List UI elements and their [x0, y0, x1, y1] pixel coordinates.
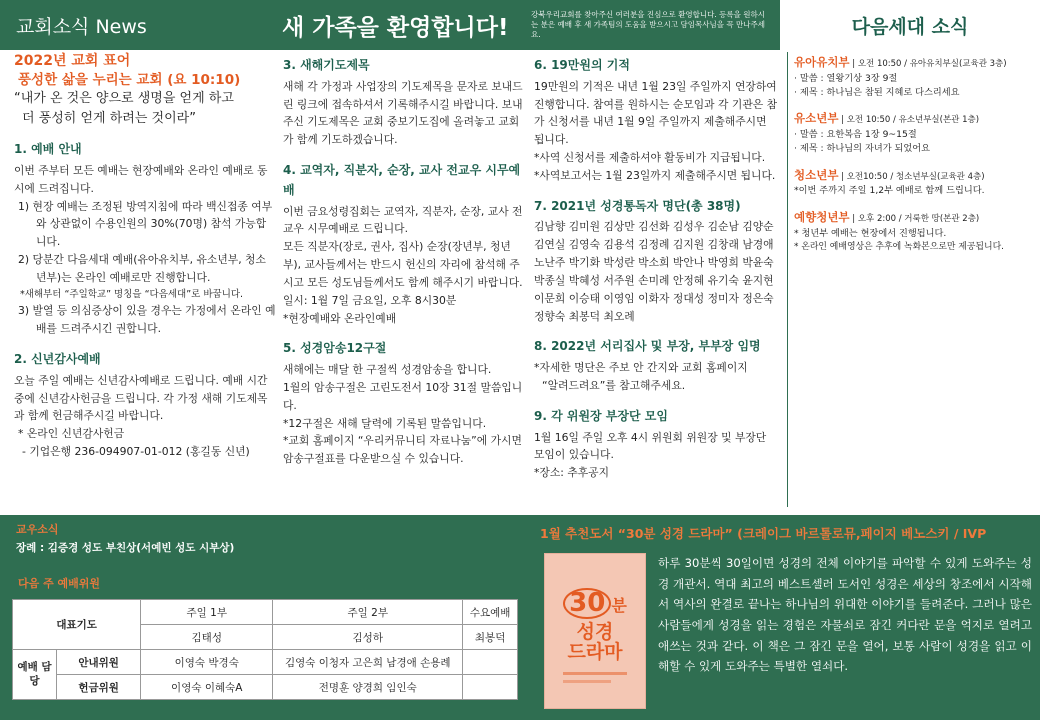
section-1-note: *새해부터 “주일학교” 명칭을 “다음세대”로 바꿉니다. [20, 288, 244, 300]
book-cover-line-1: 성경 [576, 621, 614, 644]
young-adult-header [794, 209, 1038, 227]
section-2-title: 2. 신년감사예배 [14, 351, 101, 366]
rep-prayer-label: 대표기도 [13, 600, 141, 650]
book-cover-rule [563, 672, 627, 675]
offering-service-2: 전명훈 양경희 임인숙 [273, 675, 463, 700]
section-1-intro: 이번 주부터 모든 예배는 현장예배와 온라인 예배로 동시에 드려집니다. [14, 163, 268, 195]
section-4-text-1: 이번 금요성령집회는 교역자, 직분자, 순장, 교사 전교우 시무예배로 드립니다. [283, 204, 523, 236]
rep-wednesday: 최봉덕 [463, 625, 518, 650]
section-1-item-2: 2) 당분간 다음세대 예배(유아유치부, 유소년부, 청소년부)는 온라인 예배로만 진행합니다. [18, 252, 266, 284]
section-5-title: 5. 성경암송12구절 [283, 341, 387, 356]
section-6-note-1: *사역 신청서를 제출하셔야 활동비가 지급됩니다. [534, 151, 766, 165]
section-6-title: 6. 19만원의 기적 [534, 58, 630, 72]
kinder-title: 유아유치부 [794, 55, 850, 69]
member-news-title: 교우소식 [16, 523, 59, 536]
section-4-time: 일시: 1월 7일 금요일, 오후 8시30분 [283, 293, 457, 307]
offering-wednesday [463, 675, 518, 700]
bottom-left-panel [0, 515, 530, 720]
welcome-note: 강북우리교회를 찾아주신 여러분을 진심으로 환영합니다. 등록을 원하시는 분은 예배 후 새 가족팀의 도움을 받으시고 담임목사님을 꼭 만나주세요. [531, 9, 766, 40]
section-6-note-2: *사역보고서는 1월 23일까지 제출해주시면 됩니다. [534, 168, 776, 182]
column-4 [794, 52, 1038, 255]
section-5-note-1: *12구절은 새해 달력에 기록된 말씀입니다. [283, 416, 487, 430]
offering-service-1: 이영숙 이혜숙A [141, 675, 273, 700]
young-adult-meta: | 오후 2:00 / 거룩한 땅(본관 2층) [849, 213, 980, 224]
theme-main: 풍성한 삶을 누리는 교회 (요 10:10) [18, 71, 241, 88]
young-adult-line-1: * 청년부 예배는 현장에서 진행됩니다. [794, 227, 947, 239]
section-6-text: 19만원의 기적은 내년 1월 23일 주일까지 연장하여 진행합니다. 참여를 원하시는 순모임과 각 기관은 참가 신청서를 내년 1월 9일 주일까지 제출해주시면 됩니다. [534, 79, 778, 147]
section-2-account: - 기업은행 236-094907-01-012 (홍길동 신년) [22, 444, 250, 458]
worship-staff-title: 다음 주 예배위원 [18, 577, 101, 590]
section-3-text: 새해 각 가정과 사업장의 기도제목을 문자로 보내드린 링크에 접속하셔서 기록해주시길 바랍니다. 보내주신 기도제목은 교회 중보기도집에 올려놓고 교회가 함께 기도하겠습니다. [283, 79, 523, 147]
section-1-item-1: 1) 현장 예배는 조정된 방역지침에 따라 백신접종 여부와 상관없이 수용인원의 30%(70명) 참석 가능합니다. [18, 199, 273, 249]
welcome-title: 새 가족을 환영합니다! [282, 14, 509, 41]
teen-meta: | 오전10:50 / 청소년부실(교육관 4층) [838, 171, 985, 182]
col-service-1: 주일 1부 [141, 600, 273, 625]
section-4-title: 4. 교역자, 직분자, 순장, 교사 전교우 시무예배 [283, 163, 521, 197]
worship-staff-table [12, 599, 518, 700]
youth-title: 유소년부 [794, 111, 839, 126]
section-1-item-3: 3) 발열 등 의심증상이 있을 경우는 가정에서 온라인 예배를 드려주시긴 권합니다. [18, 304, 276, 336]
column-divider [787, 52, 788, 507]
table-row [13, 600, 518, 625]
quote-line-1: “내가 온 것은 양으로 생명을 얻게 하고 [14, 91, 234, 107]
section-9-place: *장소: 추후공지 [534, 466, 610, 480]
section-7-title: 7. 2021년 성경통독자 명단(총 38명) [534, 198, 741, 213]
offering-label: 헌금위원 [57, 675, 141, 700]
header-left [0, 0, 270, 50]
rep-service-2: 김성하 [273, 625, 463, 650]
col-service-2: 주일 2부 [273, 600, 463, 625]
kinder-header [794, 54, 1038, 72]
young-adult-title: 예향청년부 [794, 209, 850, 224]
duty-label: 예배 담당 [13, 650, 57, 700]
section-7-names: 김남향 김미원 김상만 김선화 김성우 김순남 김양순 김연실 김영숙 김용석 김정례 김지원 김창래 남경애 노난주 박기화 박성란 박소희 박안나 박영희 박윤숙 박종실 박혜성 서주원 손미례 안정혜 유기숙 윤지현 이문희 이승태 이영임 이화자 정대성 정미자 정은숙 정향숙 최봉덕 최오례 [534, 220, 774, 323]
youth-line-1: · 말씀 : 요한복음 1장 9~15절 [794, 129, 917, 141]
section-2-online: * 온라인 신년감사헌금 [18, 427, 125, 441]
teen-header [794, 167, 1038, 185]
book-cover-image [544, 553, 646, 709]
theme-year: 2022년 교회 표어 [14, 53, 131, 69]
header-right [780, 0, 1040, 50]
section-2-text: 오늘 주일 예배는 신년감사예배로 드립니다. 예배 시간 중에 신년감사헌금을 드립니다. 각 가정 새해 기도제목과 함께 헌금해주시길 바랍니다. [14, 373, 268, 423]
book-cover-number-unit: 분 [611, 596, 627, 615]
book-recommendation-panel [530, 515, 1040, 720]
section-4-text-2: 모든 직분자(장로, 권사, 집사) 순장(장년부, 청년부), 교사들께서는 반드시 헌신의 자리에 참석해 주시고 모든 성도님들께서도 함께 해주시기 바랍니다. [283, 240, 523, 289]
guide-wednesday [463, 650, 518, 675]
teen-line-1: *이번 주까지 주일 1,2부 예배로 함께 드립니다. [794, 185, 985, 197]
next-generation-title: 다음세대 소식 [851, 15, 969, 38]
young-adult-line-2: * 온라인 예배영상은 추후에 녹화본으로만 제공됩니다. [794, 241, 1004, 252]
guide-service-1: 이영숙 박경숙 [141, 650, 273, 675]
book-title: 1월 추천도서 “30분 성경 드라마” (크레이그 바르톨로뮤,페이지 베노스키 / IVP [540, 526, 987, 541]
youth-meta: | 오전 10:50 / 유소년부실(본관 1층) [838, 115, 980, 126]
section-9-text: 1월 16일 주일 오후 4시 위원회 위원장 및 부장단 모임이 있습니다. [534, 430, 767, 462]
book-cover-number [545, 588, 645, 619]
kinder-line-1: · 말씀 : 열왕기상 3장 9절 [794, 72, 898, 84]
book-cover-rule [563, 680, 611, 683]
guide-label: 안내위원 [57, 650, 141, 675]
column-1 [14, 52, 276, 461]
section-3-title: 3. 새해기도제목 [283, 58, 370, 72]
section-5-note-2: *교회 홈페이지 “우리커뮤니티 자료나눔”에 가시면 암송구절표를 다운받으실 수 있습니다. [283, 434, 522, 466]
column-3 [534, 52, 778, 482]
quote-line-2: 더 풍성히 얻게 하려는 것이라” [22, 110, 196, 126]
section-8-title: 8. 2022년 서리집사 및 부장, 부부장 임명 [534, 339, 761, 354]
section-1-title: 1. 예배 안내 [14, 142, 82, 157]
section-4-note: *현장예배와 온라인예배 [283, 311, 397, 325]
header-center [270, 0, 780, 50]
youth-line-2: · 제목 : 하나님의 자녀가 되었어요 [794, 143, 930, 155]
book-cover-line-2: 드라마 [567, 641, 623, 664]
kinder-meta: | 오전 10:50 / 유아유치부실(교육관 3층) [849, 59, 1007, 69]
section-5-text-1: 새해에는 매달 한 구절씩 성경암송을 합니다. [283, 363, 492, 377]
section-9-title: 9. 각 위원장 부장단 모임 [534, 408, 668, 423]
section-8-text-2: “알려드려요”를 참고해주세요. [542, 378, 686, 392]
guide-service-2: 김영숙 이청자 고은희 남경애 손용례 [273, 650, 463, 675]
youth-header [794, 110, 1038, 128]
rep-service-1: 김태성 [141, 625, 273, 650]
book-cover-number-digits: 30 [563, 588, 611, 619]
table-row [13, 675, 518, 700]
book-description: 하루 30분씩 30일이면 성경의 전체 이야기를 파악할 수 있게 도와주는 성경 개관서. 역대 최고의 베스트셀러 도서인 성경은 세상의 창조에서 시작해서 역사의 완결로 끝나는 하나님의 위대한 이야기를 들려준다. 그러나 많은 사람들에게 성경을 읽는 경험은 자물쇠로 잠긴 커다란 문을 억지로 열려고 애쓰는 것과 같다. 이 책은 그 잠긴 문을 열어, 보통 사람이 성경을 읽고 이해할 수 있게 도와주는 특별한 열쇠다. [658, 556, 1032, 674]
table-row [13, 650, 518, 675]
kinder-line-2: · 제목 : 하나님은 참된 지혜로 다스리세요 [794, 87, 960, 99]
section-5-text-2: 1월의 암송구절은 고린도전서 10장 31절 말씀입니다. [283, 380, 523, 412]
column-2 [283, 52, 525, 468]
col-wednesday: 수요예배 [463, 600, 518, 625]
member-news-text: 장례 : 김증경 성도 부친상(서예빈 성도 시부상) [16, 542, 235, 554]
teen-title: 청소년부 [794, 167, 839, 182]
theme-quote [14, 89, 276, 128]
news-title: 교회소식 News [16, 15, 147, 38]
section-8-text-1: *자세한 명단은 주보 안 간지와 교회 홈페이지 [534, 361, 748, 375]
